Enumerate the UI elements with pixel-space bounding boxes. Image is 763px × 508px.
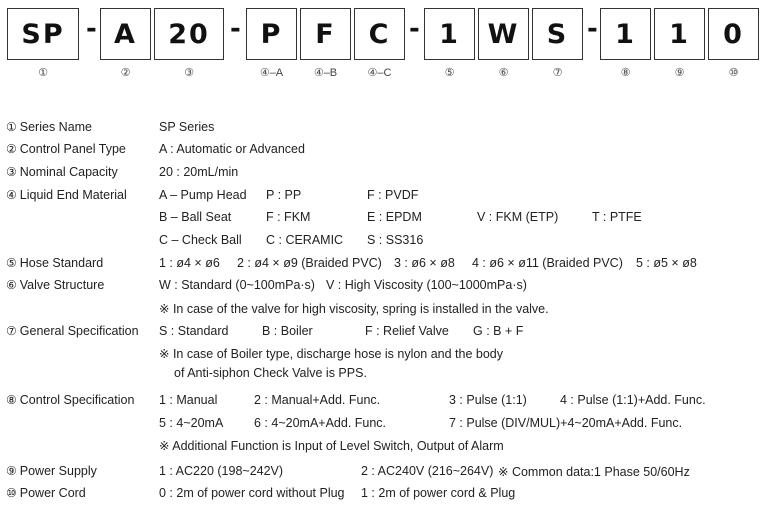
spec-value: B – Ball Seat — [159, 210, 232, 224]
spec-value: B : Boiler — [262, 324, 313, 338]
code-index: ⑤ — [444, 67, 455, 79]
code-box-valve: W — [478, 8, 529, 60]
code-index: ⑩ — [728, 67, 739, 79]
code-index: ③ — [184, 67, 194, 79]
code-box-power-supply: 1 — [654, 8, 705, 60]
spec-note: of Anti-siphon Check Valve is PPS. — [174, 366, 367, 380]
spec-label-control-spec — [6, 393, 134, 407]
spec-number: ⑨ — [6, 464, 17, 478]
code-box-capacity: 20 — [154, 8, 224, 60]
spec-value: 4 : ø6 × ø11 (Braided PVC) — [472, 256, 623, 270]
spec-value: T : PTFE — [592, 210, 642, 224]
code-dash: - — [230, 14, 241, 44]
spec-label-control-panel — [6, 142, 126, 156]
spec-value: S : SS316 — [367, 233, 424, 247]
spec-note: ※ In case of the valve for high viscosity, spring is installed in the valve. — [159, 302, 549, 316]
spec-value: F : Relief Valve — [365, 324, 449, 338]
spec-number: ⑦ — [6, 324, 17, 338]
code-index: ④–B — [313, 67, 338, 79]
spec-value: 1 : Manual — [159, 393, 218, 407]
spec-label-text: General Specification — [19, 324, 139, 338]
code-dash: - — [86, 14, 97, 44]
spec-value: A : Automatic or Advanced — [159, 142, 305, 156]
spec-value: 0 : 2m of power cord without Plug — [159, 486, 345, 500]
spec-label-power-supply — [6, 464, 97, 478]
code-box-power-cord: 0 — [708, 8, 759, 60]
spec-value: 2 : AC240V (216~264V) — [361, 464, 494, 478]
spec-value: V : FKM (ETP) — [477, 210, 559, 224]
code-index: ⑦ — [552, 67, 563, 79]
spec-note: ※ Additional Function is Input of Level Switch, Output of Alarm — [159, 439, 504, 453]
code-dash: - — [587, 14, 598, 44]
spec-value: C – Check Ball — [159, 233, 242, 247]
spec-value: S : Standard — [159, 324, 229, 338]
spec-value: E : EPDM — [367, 210, 422, 224]
spec-value: 3 : ø6 × ø8 — [394, 256, 455, 270]
spec-value: F : PVDF — [367, 188, 419, 202]
code-box-series: SP — [7, 8, 79, 60]
spec-number: ⑩ — [6, 486, 17, 500]
spec-value: 1 : ø4 × ø6 — [159, 256, 220, 270]
spec-value: 20 : 20mL/min — [159, 165, 239, 179]
spec-value: 4 : Pulse (1:1)+Add. Func. — [560, 393, 706, 407]
spec-label-text: Series Name — [19, 120, 93, 134]
spec-value: 5 : 4~20mA — [159, 416, 224, 430]
spec-label-text: Power Supply — [19, 464, 97, 478]
code-box-hose: 1 — [424, 8, 475, 60]
spec-label-text: Control Specification — [19, 393, 135, 407]
spec-label-text: Liquid End Material — [19, 188, 127, 202]
code-index: ④–A — [259, 67, 284, 79]
code-index: ⑨ — [674, 67, 685, 79]
code-index: ④–C — [367, 67, 392, 79]
spec-value: F : FKM — [266, 210, 311, 224]
spec-value: C : CERAMIC — [266, 233, 344, 247]
code-box-panel-type: A — [100, 8, 151, 60]
spec-number: ⑧ — [6, 393, 17, 407]
spec-value: 7 : Pulse (DIV/MUL)+4~20mA+Add. Func. — [449, 416, 683, 430]
spec-label-hose — [6, 256, 103, 270]
spec-value: G : B + F — [473, 324, 524, 338]
spec-number: ② — [6, 142, 17, 156]
spec-label-liquid-end — [6, 188, 127, 202]
spec-label-general — [6, 324, 139, 338]
spec-value: A – Pump Head — [159, 188, 247, 202]
spec-number: ⑥ — [6, 278, 17, 292]
spec-number: ⑤ — [6, 256, 17, 270]
code-box-control-spec: 1 — [600, 8, 651, 60]
spec-value: 1 : 2m of power cord & Plug — [361, 486, 516, 500]
spec-value: W : Standard (0~100mPa·s) — [159, 278, 315, 292]
spec-number: ③ — [6, 165, 17, 179]
spec-value: 1 : AC220 (198~242V) — [159, 464, 284, 478]
spec-label-power-cord — [6, 486, 86, 500]
spec-number: ① — [6, 120, 17, 134]
spec-value: 6 : 4~20mA+Add. Func. — [254, 416, 387, 430]
spec-note: ※ In case of Boiler type, discharge hose is nylon and the body — [159, 347, 504, 361]
spec-label-text: Power Cord — [19, 486, 86, 500]
spec-note: ※ Common data:1 Phase 50/60Hz — [498, 465, 690, 479]
spec-value: SP Series — [159, 120, 215, 134]
spec-value: 2 : ø4 × ø9 (Braided PVC) — [237, 256, 382, 270]
spec-label-valve — [6, 278, 104, 292]
spec-value: V : High Viscosity (100~1000mPa·s) — [326, 278, 527, 292]
spec-value: P : PP — [266, 188, 302, 202]
spec-label-text: Control Panel Type — [19, 142, 126, 156]
code-box-pump-head: P — [246, 8, 297, 60]
spec-label-text: Nominal Capacity — [19, 165, 118, 179]
spec-value: 2 : Manual+Add. Func. — [254, 393, 381, 407]
code-index: ① — [38, 67, 48, 79]
code-index: ② — [120, 67, 131, 79]
code-box-check-ball: C — [354, 8, 405, 60]
spec-value: 5 : ø5 × ø8 — [636, 256, 697, 270]
spec-label-text: Hose Standard — [19, 256, 104, 270]
spec-label-text: Valve Structure — [19, 278, 105, 292]
spec-label-capacity — [6, 165, 118, 179]
spec-number: ④ — [6, 188, 17, 202]
code-index: ⑧ — [620, 67, 631, 79]
code-index: ⑥ — [498, 67, 509, 79]
code-box-ball-seat: F — [300, 8, 351, 60]
spec-label-series-name — [6, 120, 92, 134]
spec-value: 3 : Pulse (1:1) — [449, 393, 527, 407]
code-dash: - — [409, 14, 420, 44]
code-box-general-spec: S — [532, 8, 583, 60]
